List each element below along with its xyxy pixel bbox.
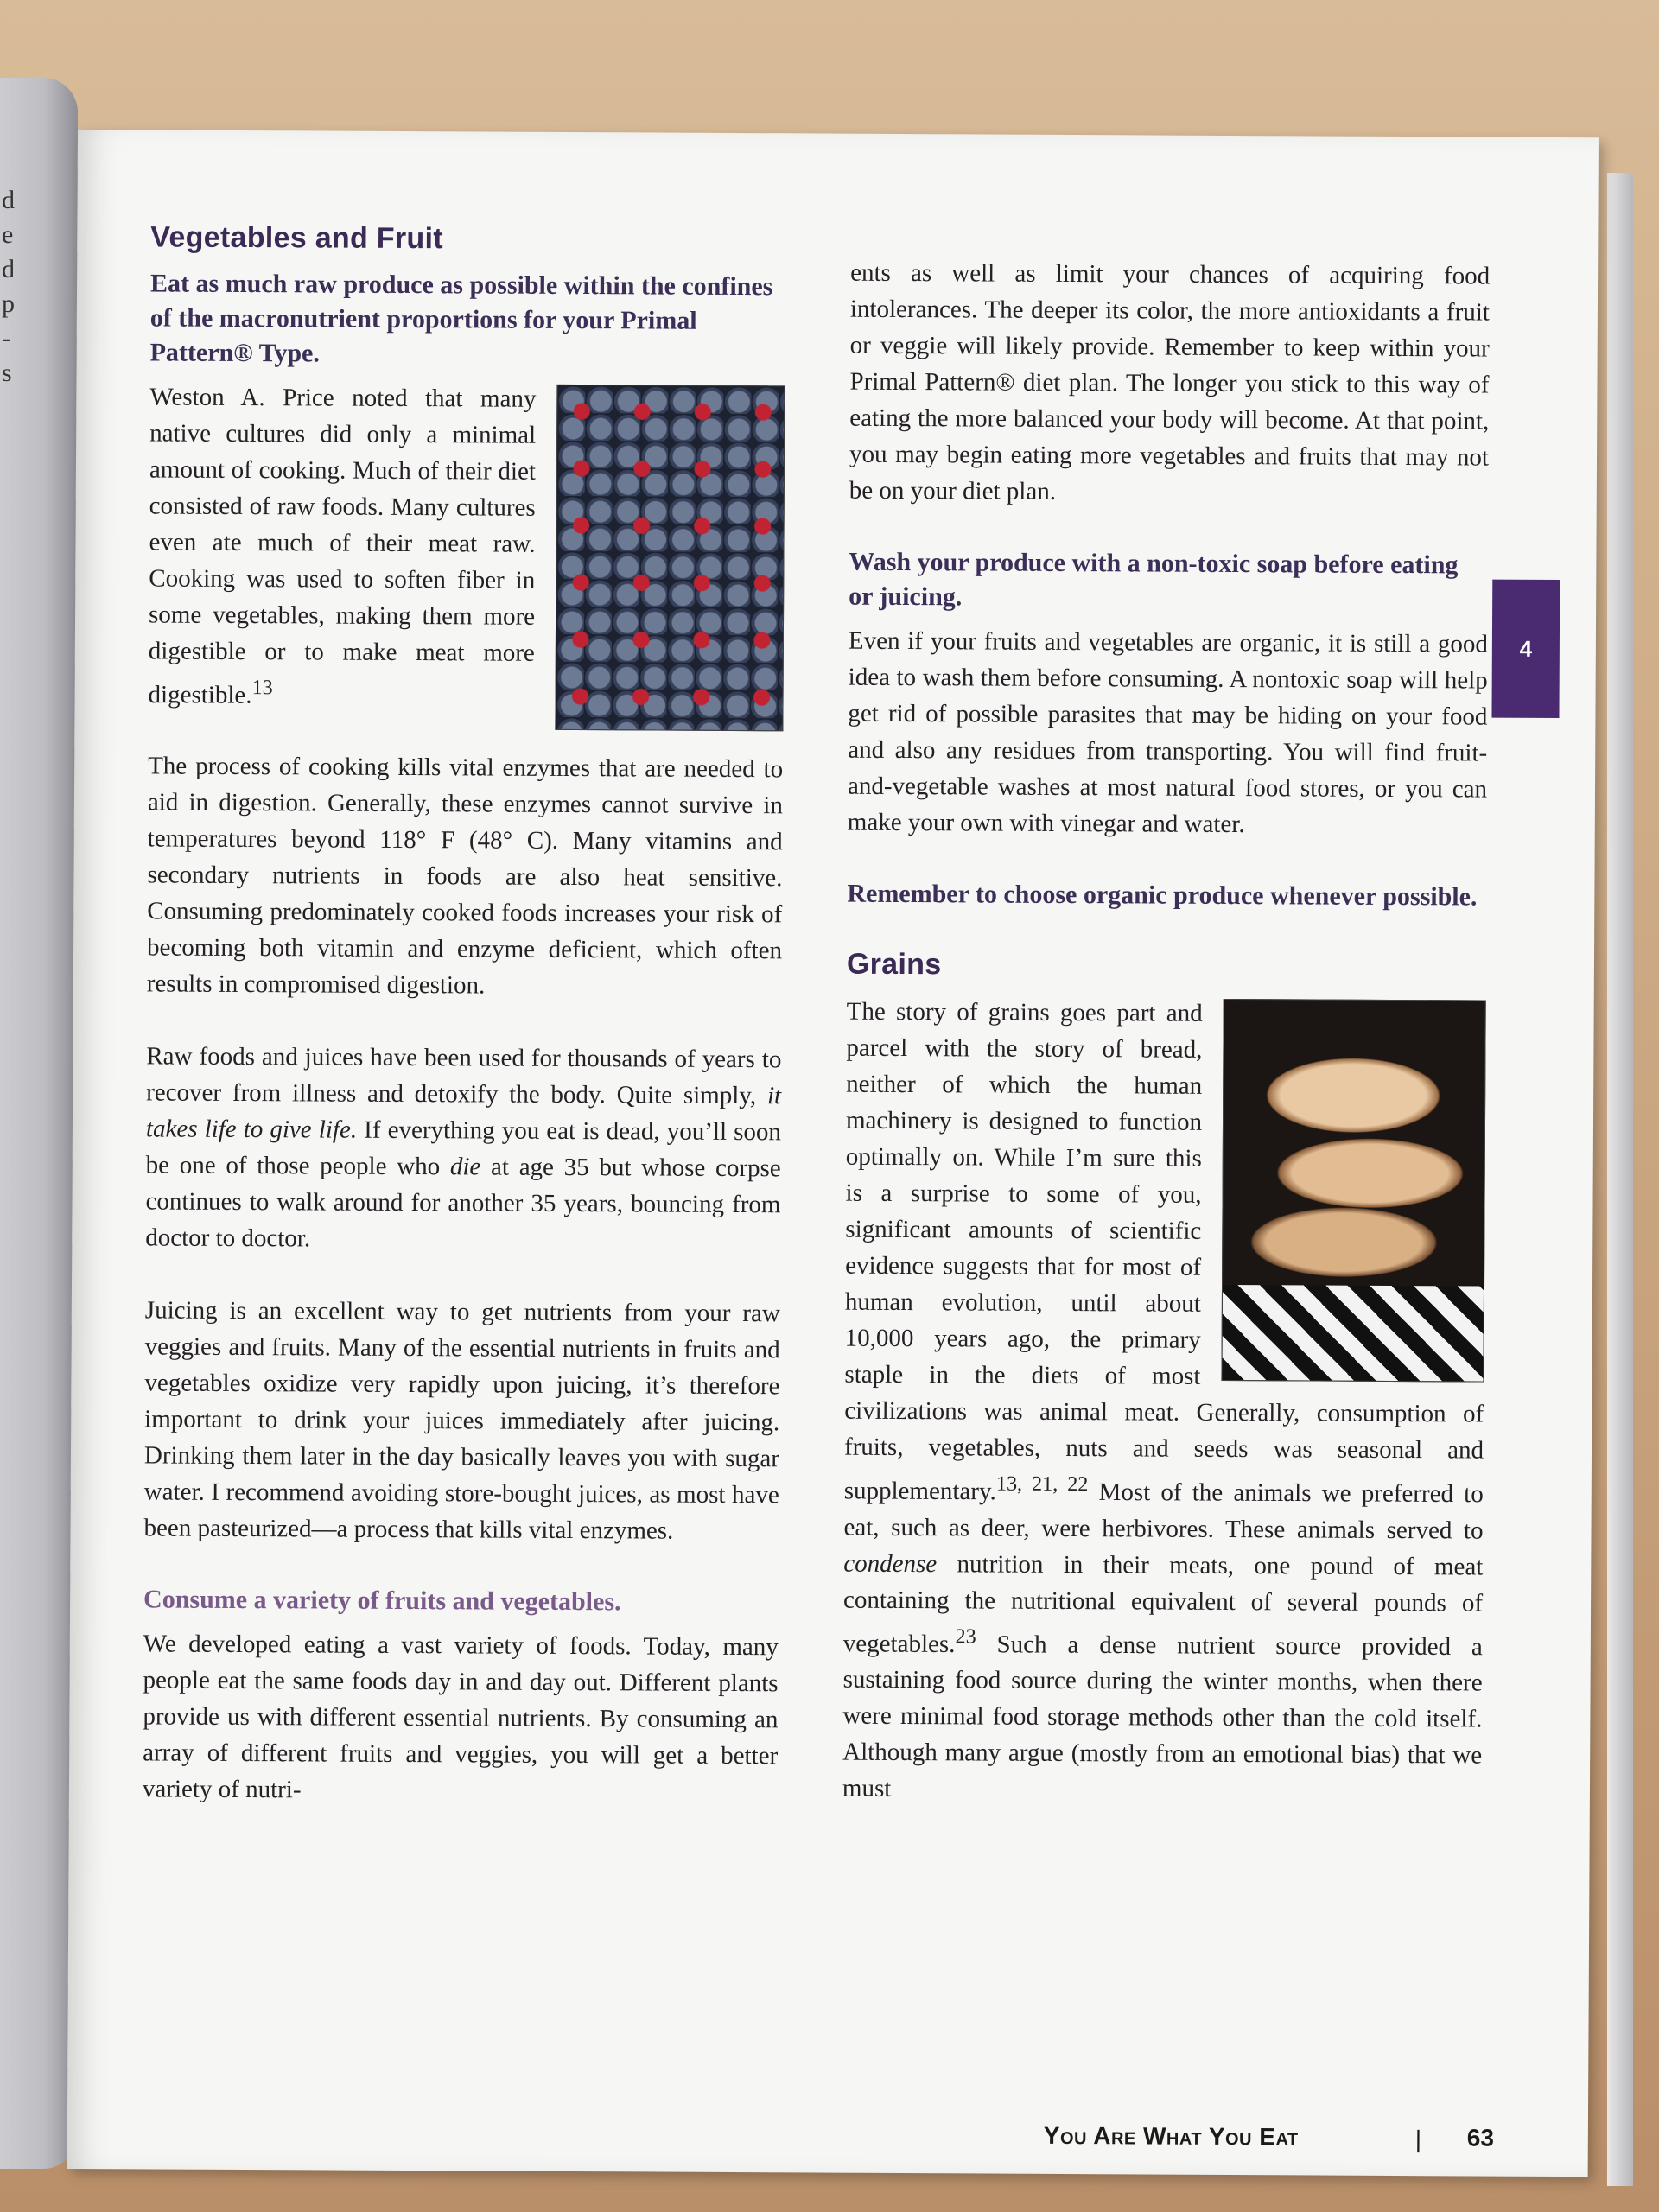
paragraph-cooking-enzymes: The process of cooking kills vital enzymes that are needed to aid in digestion. Generally, these enzymes cannot survive in temperatures beyond 118° F (48° C). Many vitamins and secondary nutrients in foods are also heat sensitive. Consuming predominately cooked foods increases your risk of becoming both vitamin and enzyme deficient, which often results in compromised digestion. xyxy=(146,752,784,1000)
paragraph-text: Weston A. Price noted that many native cultures did only a minimal amount of cooking. Much of their diet consisted of raw foods. Many cultures even ate much of their meat raw. Cooking was used to soften fiber in some vegetables, making them more digestible or to make meat more digestible. xyxy=(148,383,537,709)
footer-divider: | xyxy=(1414,2126,1422,2153)
page-stack-edge xyxy=(1607,173,1633,2186)
chapter-thumb-tab: 4 xyxy=(1491,580,1560,718)
running-title: You Are What You Eat xyxy=(1043,2121,1299,2151)
paragraph-text: at age 35 but whose corpse continues to walk around for another 35 years, bouncing from doctor to doctor. xyxy=(145,1153,781,1253)
paragraph-text: If everything you eat is dead, you’ll soon be one of those people who xyxy=(145,1116,782,1180)
paragraph-raw-foods xyxy=(145,1038,781,1259)
paragraph-juicing: Juicing is an excellent way to get nutrients from your raw veggies and fruits. Many of the essential nutrients in fruits and vegetables oxidize very rapidly upon juicing, it’s therefore important to drink your juices immediately after juicing. Drinking them later in the day basically leaves you with sugar water. I recommend avoiding store-bought juices, as most have been pasteurized—a process that kills vital enzymes. xyxy=(143,1296,780,1545)
lead-wash-produce: Wash your produce with a non-toxic soap before eating or juicing. xyxy=(849,547,1459,612)
left-column xyxy=(143,220,786,1809)
paragraph-text: Raw foods and juices have been used for thousands of years to recover from illness and detoxify the body. Quite simply, xyxy=(146,1042,782,1109)
lead-raw-produce: Eat as much raw produce as possible within the confines of the macronutrient proportions for your Primal Pattern® Type. xyxy=(149,269,773,368)
paragraph-antioxidants: ents as well as limit your chances of acquiring food intolerances. The deeper its color, the more antioxidants a fruit or veggie will likely provide. Remember to keep within your Primal Pattern® diet plan. The longer you stick to this way of eating the more balanced your body will become. At that point, you may begin eating more vegetables and fruits that may not be on your diet plan. xyxy=(849,258,1491,505)
paragraph-wash: Even if your fruits and vegetables are organic, it is still a good idea to wash them before consuming. A nontoxic soap will help get rid of possible parasites that may be hiding on your food and also any residues from transporting. You will find fruit-and-vegetable washes at most natural food stores, or you can make your own with vinegar and water. xyxy=(847,626,1488,839)
edge-letter: - xyxy=(2,324,10,353)
lead-organic: Remember to choose organic produce whenever possible. xyxy=(847,879,1478,912)
page-number: 63 xyxy=(1466,2124,1495,2152)
paragraph-text: nutrition in their meats, one pound of meat containing the nutritional equivalent of several pounds of vegetables. xyxy=(842,1549,1484,1658)
lead-variety: Consume a variety of fruits and vegetables. xyxy=(143,1585,621,1616)
emphasis-text: die xyxy=(449,1152,481,1181)
footnote-ref: 23 xyxy=(955,1624,976,1649)
edge-letter: p xyxy=(2,289,15,318)
berries-photo xyxy=(555,385,785,731)
edge-letter: d xyxy=(2,186,15,214)
bread-photo xyxy=(1221,999,1485,1382)
emphasis-text: condense xyxy=(843,1549,938,1578)
edge-letter: d xyxy=(2,255,15,283)
paragraph-text: Such a dense nutrient source provided a sustaining food source during the winter months, when there were minimal food storage methods other than the cold itself. Although many argue (mostly from an emotional bias) that we must xyxy=(842,1630,1483,1803)
edge-letter: e xyxy=(2,220,14,249)
berries-paragraph-block xyxy=(148,378,785,715)
section-heading-grains: Grains xyxy=(846,947,942,982)
footnote-ref: 13, 21, 22 xyxy=(995,1471,1089,1497)
section-heading-vegetables: Vegetables and Fruit xyxy=(150,220,443,256)
paragraph-text: Most of the animals we preferred to eat, such as deer, were herbivores. These animals served to xyxy=(843,1478,1484,1545)
emphasis-text: it takes life to give life. xyxy=(145,1081,782,1144)
edge-letter: s xyxy=(2,359,12,387)
paragraph-text: The story of grains goes part and parcel with the story of bread, neither of which the human machinery is designed to function optimally on. While I’m sure this is a surprise to some of you, significant amounts of scientific evidence suggests that for most of human evolution, until about 10,000 years ago, the primary staple in the diets of most civilizations was animal meat. Generally, consumption of fruits, vegetables, nuts and seeds was seasonal and supplementary. xyxy=(843,997,1484,1506)
previous-page-edge xyxy=(0,78,78,2169)
footnote-ref: 13 xyxy=(251,676,273,700)
book-page xyxy=(67,130,1599,2177)
right-column xyxy=(842,255,1490,1810)
paragraph-variety: We developed eating a vast variety of foods. Today, many people eat the same foods day in and day out. Different plants provide us with different essential nutrients. By consuming an array of different fruits and veggies, you will get a better variety of nutri- xyxy=(142,1630,779,1804)
page-footer xyxy=(1009,2122,1493,2159)
